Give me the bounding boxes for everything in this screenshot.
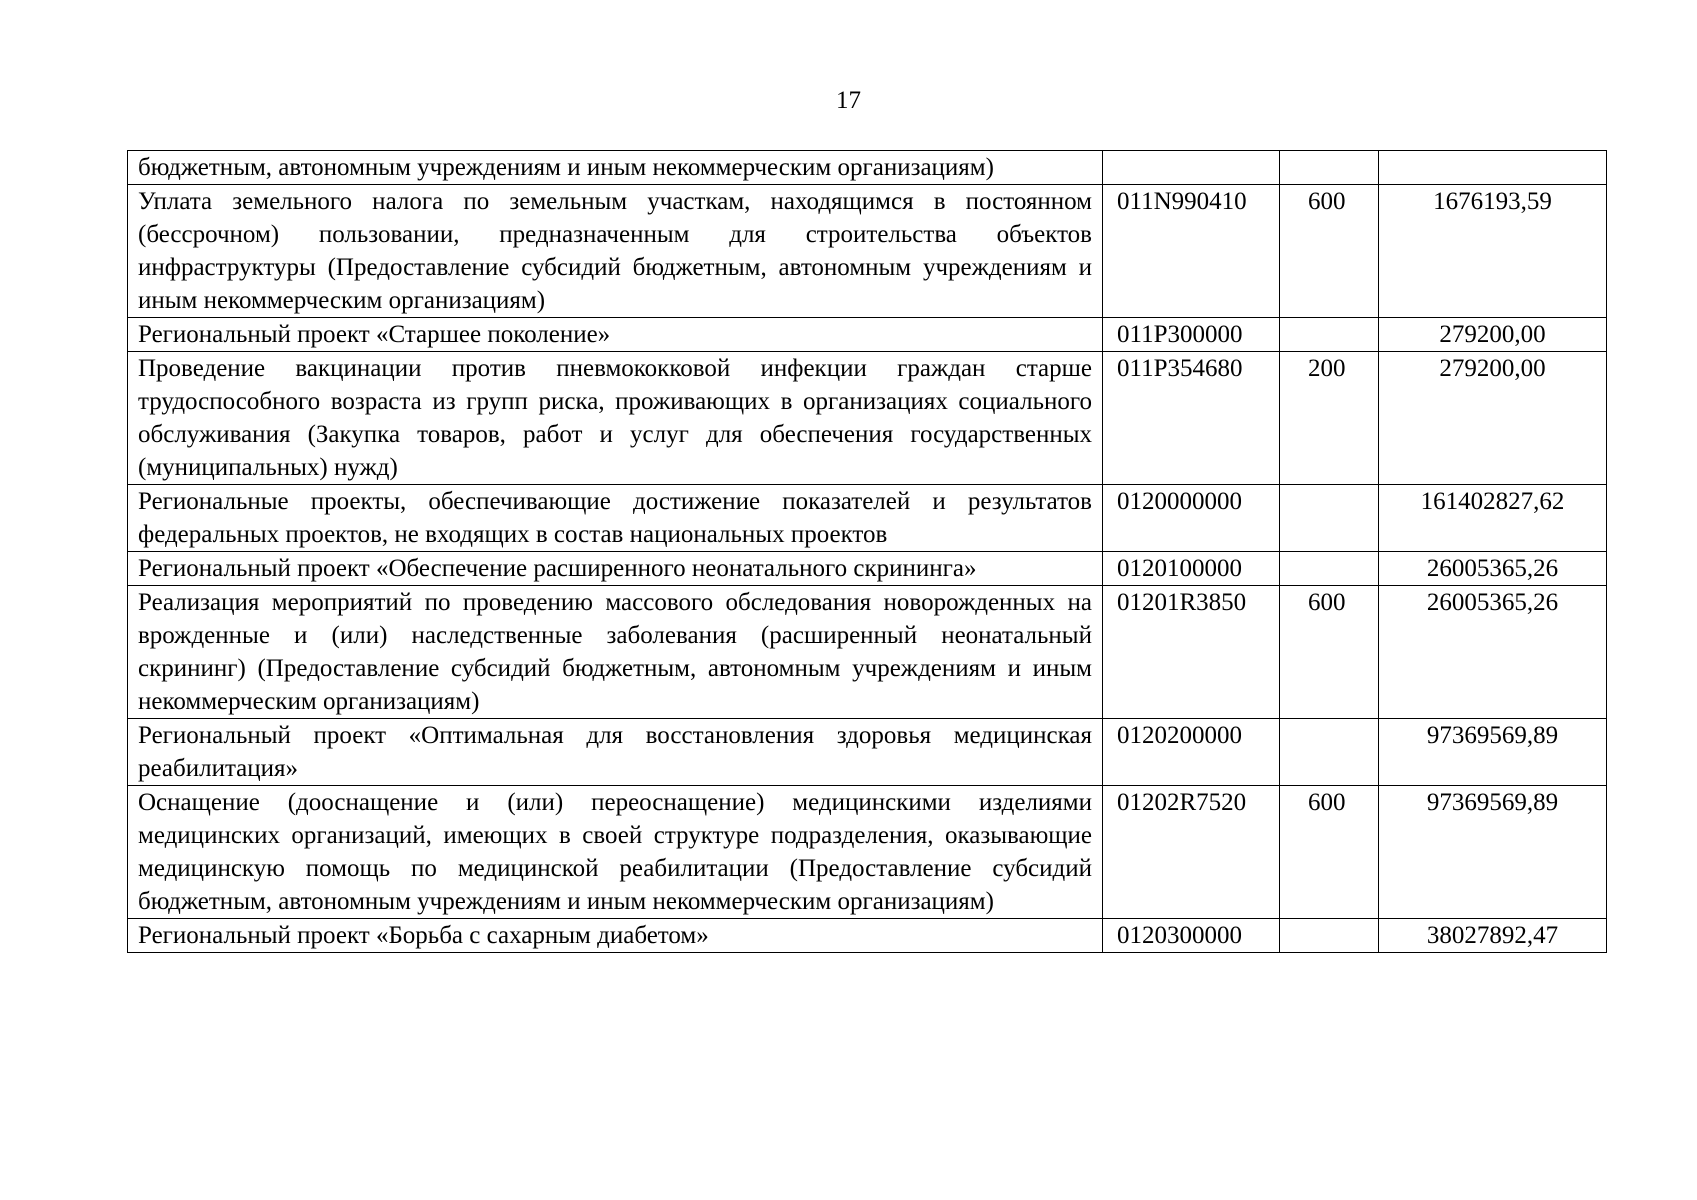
table-row xyxy=(128,485,1607,552)
row-name-cell: Уплата земельного налога по земельным участкам, находящимся в постоянном (бессрочном) пользовании, предназначенным для строительства объектов инфраструктуры (Предоставление субсидий бюджетным, автономным учреждениям и иным некоммерческим организациям) xyxy=(128,185,1103,318)
row-name-cell: Региональный проект «Оптимальная для восстановления здоровья медицинская реабилитация» xyxy=(128,719,1103,786)
row-name-cell: бюджетным, автономным учреждениям и иным некоммерческим организациям) xyxy=(128,151,1103,185)
table-row xyxy=(128,552,1607,586)
table-row xyxy=(128,151,1607,185)
row-code-cell: 0120100000 xyxy=(1103,552,1280,586)
row-code-cell: 0120200000 xyxy=(1103,719,1280,786)
row-name-cell: Региональный проект «Старшее поколение» xyxy=(128,318,1103,352)
row-type-cell xyxy=(1280,318,1379,352)
row-code-cell: 0120000000 xyxy=(1103,485,1280,552)
row-sum-cell: 26005365,26 xyxy=(1379,552,1607,586)
table-row xyxy=(128,586,1607,719)
row-name-cell: Реализация мероприятий по проведению массового обследования новорожденных на врожденные и (или) наследственные заболевания (расширенный неонатальный скрининг) (Предоставление субсидий бюджетным, автономным учреждениям и иным некоммерческим организациям) xyxy=(128,586,1103,719)
row-code-cell xyxy=(1103,151,1280,185)
row-name-cell: Региональный проект «Обеспечение расширенного неонатального скрининга» xyxy=(128,552,1103,586)
row-name-cell: Оснащение (дооснащение и (или) переоснащение) медицинскими изделиями медицинских организаций, имеющих в своей структуре подразделения, оказывающие медицинскую помощь по медицинской реабилитации (Предоставление субсидий бюджетным, автономным учреждениям и иным некоммерческим организациям) xyxy=(128,786,1103,919)
row-type-cell: 600 xyxy=(1280,185,1379,318)
budget-table xyxy=(127,150,1607,953)
row-code-cell: 01201R3850 xyxy=(1103,586,1280,719)
row-sum-cell: 38027892,47 xyxy=(1379,919,1607,953)
row-sum-cell: 161402827,62 xyxy=(1379,485,1607,552)
row-type-cell: 600 xyxy=(1280,586,1379,719)
row-type-cell xyxy=(1280,151,1379,185)
row-type-cell xyxy=(1280,719,1379,786)
row-name-cell: Проведение вакцинации против пневмококковой инфекции граждан старше трудоспособного возраста из групп риска, проживающих в организациях социального обслуживания (Закупка товаров, работ и услуг для обеспечения государственных (муниципальных) нужд) xyxy=(128,352,1103,485)
row-type-cell xyxy=(1280,919,1379,953)
row-sum-cell: 97369569,89 xyxy=(1379,719,1607,786)
row-code-cell: 01202R7520 xyxy=(1103,786,1280,919)
row-sum-cell: 279200,00 xyxy=(1379,318,1607,352)
row-code-cell: 011P300000 xyxy=(1103,318,1280,352)
table-row xyxy=(128,719,1607,786)
row-code-cell: 011N990410 xyxy=(1103,185,1280,318)
table-row xyxy=(128,352,1607,485)
table-row xyxy=(128,919,1607,953)
row-sum-cell: 279200,00 xyxy=(1379,352,1607,485)
row-type-cell xyxy=(1280,485,1379,552)
row-sum-cell xyxy=(1379,151,1607,185)
row-name-cell: Региональный проект «Борьба с сахарным диабетом» xyxy=(128,919,1103,953)
row-sum-cell: 97369569,89 xyxy=(1379,786,1607,919)
page-number: 17 xyxy=(836,87,861,114)
table-row xyxy=(128,185,1607,318)
row-type-cell: 600 xyxy=(1280,786,1379,919)
row-code-cell: 0120300000 xyxy=(1103,919,1280,953)
row-type-cell xyxy=(1280,552,1379,586)
row-sum-cell: 26005365,26 xyxy=(1379,586,1607,719)
row-type-cell: 200 xyxy=(1280,352,1379,485)
row-code-cell: 011P354680 xyxy=(1103,352,1280,485)
table-row xyxy=(128,318,1607,352)
table-row xyxy=(128,786,1607,919)
row-sum-cell: 1676193,59 xyxy=(1379,185,1607,318)
row-name-cell: Региональные проекты, обеспечивающие достижение показателей и результатов федеральных проектов, не входящих в состав национальных проектов xyxy=(128,485,1103,552)
